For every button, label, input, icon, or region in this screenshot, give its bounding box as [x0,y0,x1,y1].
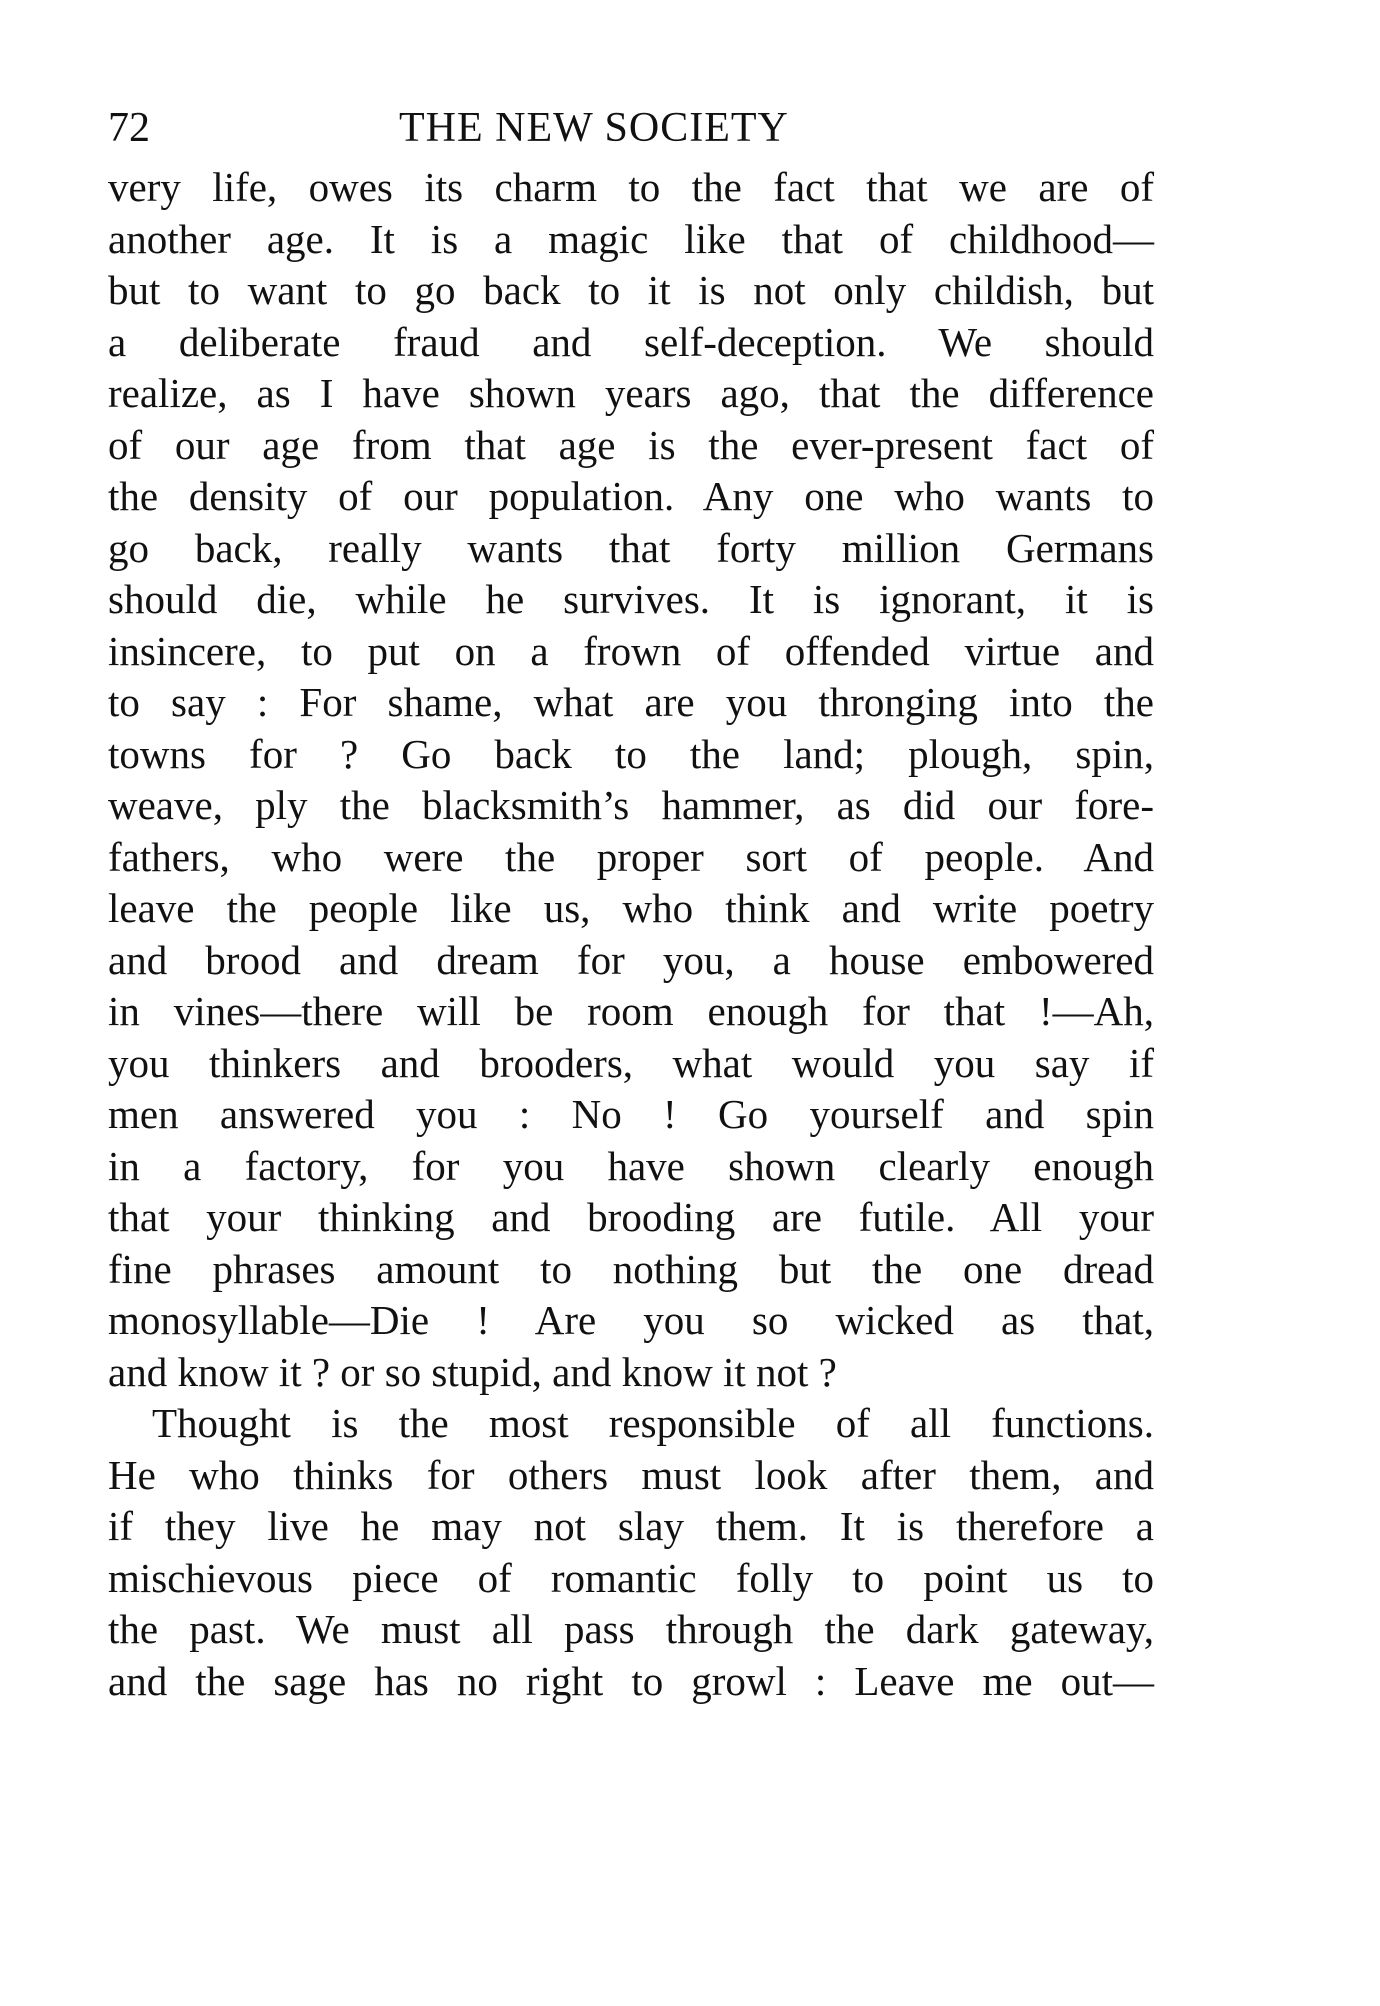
text-line: men answered you : No ! Go yourself and spin [108,1091,1154,1137]
text-line: the density of our population. Any one who wants to [108,473,1154,519]
text-line: He who thinks for others must look after them, and [108,1451,1154,1498]
paragraph-2 [108,1398,1154,1707]
text-line: but to want to go back to it is not only childish, but [108,267,1154,313]
text-line: in vines—there will be room enough for that !—Ah, [108,988,1154,1034]
text-line: a deliberate fraud and self-deception. We should [108,318,1154,365]
text-line: in a factory, for you have shown clearly enough [108,1142,1154,1189]
text-line: go back, really wants that forty million Germans [108,524,1154,571]
text-line: Thought is the most responsible of all functions. [152,1400,1154,1446]
text-line: of our age from that age is the ever-present fact of [108,421,1154,468]
page-header [108,96,1154,160]
text-line: another age. It is a magic like that of childhood— [108,215,1154,262]
text-line: monosyllable—Die ! Are you so wicked as that, [108,1297,1154,1343]
text-line: that your thinking and brooding are futile. All your [108,1194,1154,1240]
text-line: insincere, to put on a frown of offended virtue and [108,627,1154,674]
text-line: leave the people like us, who think and write poetry [108,885,1154,931]
book-page [108,96,1154,1707]
text-line: and the sage has no right to growl : Leave me out— [108,1657,1154,1704]
page-number: 72 [108,105,150,151]
running-head: THE NEW SOCIETY [399,105,789,151]
text-line: mischievous piece of romantic folly to point us to [108,1554,1154,1601]
page-body [108,162,1154,1707]
text-line: fathers, who were the proper sort of people. And [108,833,1154,880]
text-line: and know it ? or so stupid, and know it not ? [108,1348,837,1395]
text-line: towns for ? Go back to the land; plough, spin, [108,730,1154,777]
text-line: if they live he may not slay them. It is therefore a [108,1503,1154,1549]
text-line: fine phrases amount to nothing but the one dread [108,1245,1154,1292]
text-line: the past. We must all pass through the dark gateway, [108,1606,1154,1652]
text-line: you thinkers and brooders, what would you say if [108,1039,1154,1086]
text-line: very life, owes its charm to the fact that we are of [108,164,1154,210]
paragraph-1 [108,162,1154,1398]
text-line: should die, while he survives. It is ignorant, it is [108,576,1154,622]
text-line: and brood and dream for you, a house embowered [108,936,1154,983]
text-line: to say : For shame, what are you thronging into the [108,679,1154,725]
text-line: weave, ply the blacksmith’s hammer, as did our fore- [108,782,1154,828]
text-line: realize, as I have shown years ago, that the difference [108,370,1154,416]
